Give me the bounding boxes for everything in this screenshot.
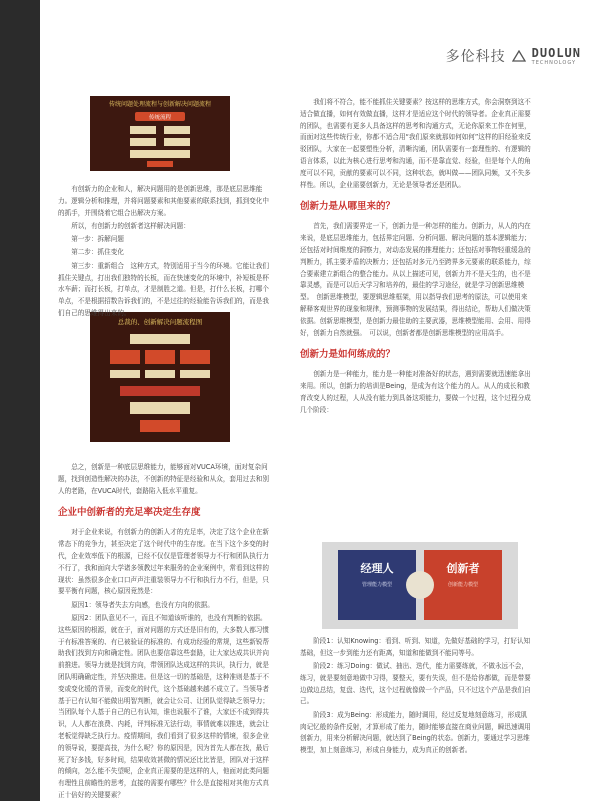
reason-item: 原因1：领导者失去方向感，也没有方向的依据。 [71,600,214,609]
brand-logo [446,46,581,66]
figure-3-left-sub: 管理能力模型 [361,582,393,588]
left-column-bottom [58,462,272,803]
stage-item: 阶段2：练习Doing：做试、抽出、迭代，能力需要练就，不做永远不会，练习，就是要刻意地做中习得，要整天，要有失误，但不是给你都做，而是带要边做边总结，复盘、迭代，这个过程就像做一个产品，只不过这个产品是我们自己。 [300,662,531,706]
paragraph: 对于企业来说，有创新力的创新人才的充足率，决定了这个企业在新常态下的竞争力，甚至决定了这个时代中的生存度。在当下这个多变的时代，企业效率低下的根源，已经不仅仅是管理者领导力不行和团队执行力不行了，我和面向大学诸多领教过年来服务的企业案例中，常看到这样的现状：虽然很多企业口口声声注重装领导力不行和执行力不行，但是，只要平衡有问题，核心原因竟然是： [58,528,269,596]
brand-en: DUOLUN [531,46,581,60]
figure-2-image [90,312,230,442]
right-column-bottom [300,636,533,758]
stage-item: 阶段1：认知Knowing：看到、听到、知道，先做好基础的学习，打好认知基础，但这一步到能力还有距离，知道和能做到不能同等号。 [300,637,531,657]
reason-item: 原因2：团队意见不一，而且不知道该听谁的，也没有判断的依据。 这些原因的根源，就在于，面对问题的方式还是旧有的，大多数人都习惯于有标准答案的、有已被验证的标准的、有成功经验的常规，这些新锐帮助我们找到方向和确定性。团队也要信靠这些套路，让大家达成共识并向前推进。领导力就是找到方向，带领团队达成这样的共识，执行力，就是团队明确确定性，并坚决推进。但是这一切的基础是，这种准则是基于不变或变化缓的背景，而变化的时代，这个基础越来越不成立了。当领导者基于已有认知不能做出明智判断，就会让公司、让团队觉得缺乏领导力；当团队每个人基于自己的已有认知，谁也说服不了谁，大家还不成到得共识，人人都在浪费、内耗，评判标准无法行动，事情就难以推进，就会让老板觉得缺乏执行力。疫情期间，我们看到了很多这样的情境，很多企业的领导说，要提高技，为什么呢？你的原因是，因为首先人都在找，最后死了好多钱，好多时间，结果收效甚微的情况还比比皆是，团队对于这样的倾向，怎么能不失望呢，企业真正需要的是这样的人，他面对此类问题有理性且前瞻性的思考，直接的需要有哪些？什么是直接相对其他方式真正十倍好的关键要素？ [58,613,270,799]
paragraph: 所以，有创新力的创新者这样解决问题： [71,221,190,230]
paragraph: 首先，我们需要界定一下，创新力是一种怎样的能力。创新力，从人的内在来说，是底层思维能力，包括界定问题、分析问题、解决问题的基本逻辑能力；还包括对时间维度的洞察力，对动态发展的推理能力；还包括对事物轻重缓急的判断力，抓主要矛盾的决断力；还包括对多元乃至跨界多元要素的联系能力，综合要素建立新组合的整合能力。从以上描述可见，创新力并不是天生的，也不是靠灵感，而是可以后天学习和培养的，最佳的学习途径，就是学习创新思维模型。 创新思维模型，要逻辑思维框架，用以指导我们思考的原法，可以使用来解释客观世界的现象和规律，预测事物的发展结果，得出结论，帮助人们做决策依据。创新思维模型，是创新力最佳助的主要武器，思维模型能用、会用、用得好，创新力自然就强。 可以说，创新者都是创新思维模型的应用高手。 [300,222,531,337]
left-margin-bar [0,0,40,801]
right-column-top [300,97,533,418]
figure-2-caption: 总裁的、创新解决问题流程图 [117,318,203,326]
figure-1-tag: 传统流程 [148,115,172,121]
section-heading: 企业中创新者的充足率决定生存度 [58,507,201,519]
figure-3-image [322,542,518,629]
paragraph: 我们将不符合，能不能抓住关键要素？按这样的思维方式，你会洞察到这不适合做直播，如何有效做直播，这样才是适应这个时代的领导者。企业真正需要的团队，也需要有更多人具备这样的思考和沟通方式，无论你原来工作在何里，而面对这些传统行业，你都不适合用“我们原来就那如何如何”这样的旧经验来反驳团队，大家在一起要塑性分析，清晰沟通，团队需要有一套理性的、有逻辑的语言体系，以此为核心进行思考和沟通，而不是靠直觉、经验，但是每个人的角度可以不同，贡献的要素可以不同，这种状态，就叫做——团队同频，又不失多样性。所以，企业需要创新力，无论是领导者还是团队。 [300,98,532,189]
paragraph: 有创新力的企业和人，解决问题用的是创新思维，那是底层思维能力。逻辑分析和推理，并将问题要素和其他要素的联系找到，抓到变化中的抓手，并围绕着它组合出解决方案。 [58,185,269,217]
figure-3-left-title: 经理人 [360,562,394,575]
figure-1-image [90,96,230,171]
step-item: 第二步：抓住变化 [71,248,124,257]
figure-3-right-sub: 创新能力模型 [447,582,479,588]
left-column-top [58,184,272,321]
step-item: 第三步：重新组合 这种方式，特别适用于当今的环境。它能让我们抓住关键点，打出我们独特的长板，而在快速变化的环境中，补短板是杯水车薪；而打长板，打单点，才是制胜之道。但是，打什么长板，打哪个单点，不是根据招数告诉我们的，不是过往的经验能告诉我们的，而是我们自己的思维得出来的。 [58,261,269,317]
brand-mark-icon [512,50,526,62]
figure-1-caption: 传统问题处理流程与创新解决问题流程 [108,101,212,108]
step-item: 第一步：拆解问题 [71,235,124,244]
paragraph: 创新力是一种能力，能力是一种能对准备好的状态，遇到需要就迅速能拿出来用。所以，创新力的培训是Being，是成为有这个能力的人。从人的成长和教育改变人的过程，人从没有能力到具备这项能力，要做一个过程，这个过程分成几个阶段： [300,370,531,414]
figure-3-right-title: 创新者 [446,562,480,575]
brand-tech: TECHNOLOGY [531,60,577,66]
section-heading: 创新力是从哪里来的？ [300,201,396,213]
stage-item: 阶段3：成为Being：形成能力，随时调用，经过反复地刻意练习，形成肌肉记忆般的条件反射，才算形成了能力，随时能够直接在商业问题，瞬迅速调用创新力，用来分析解决问题，就达到了Being的状态。创新力，要通过学习思维模型，加上刻意练习，形成自身能力，成为真正的创新者。 [300,710,531,755]
paragraph: 总之，创新是一种底层思维能力，能够面对VUCA环境，面对复杂问题，找到创造性解决的办法，不创新的特征是经验和从众，套用过去和别人的老路，在VUCA时代，套路陷入低水平重复。 [58,463,269,495]
section-heading: 创新力是如何练成的？ [300,349,396,361]
brand-cn: 多伦科技 [445,49,506,65]
